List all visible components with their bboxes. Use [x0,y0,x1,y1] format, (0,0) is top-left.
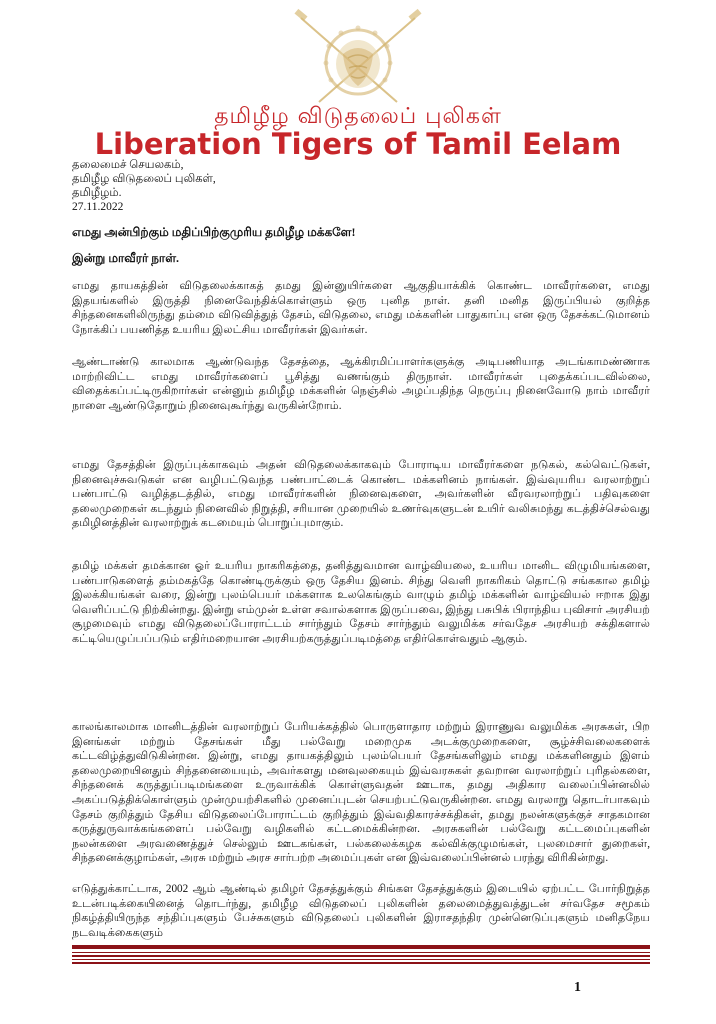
paragraph: எடுத்துக்காட்டாக, 2002 ஆம் ஆண்டில் தமிழர் தேசத்துக்கும் சிங்கள தேசத்துக்கும் இடையில் ஏற்பட்ட போர்நிறுத்த உடன்படிக்கையினைத் தொடர்ந்து, தமிழீழ விடுதலைப் புலிகளின் தலைமைத்துவத்துடன் சர்வதேச சமூகம் நிகழ்த்தியிருந்த சந்திப்புகளும் பேச்சுகளும் விடுதலைப் புலிகளின் இராசதந்திர முன்னெடுப்புகளும் மனிதநேய நடவடிக்கைகளும் [72,883,650,939]
paragraph: ஆண்டாண்டு காலமாக ஆண்டுவந்த தேசத்தை, ஆக்கிரமிப்பாளர்களுக்கு அடிபணியாத அடங்காமண்ணாக மாற்றிவிட்ட எமது மாவீரர்களைப் பூசித்து வணங்கும் திருநாள். மாவீரர்கள் புதைக்கப்படவில்லை, விதைக்கப்பட்டிருகிறார்கள் என்னும் தமிழீழ மக்களின் நெஞ்சில் அழப்பதிந்த நெருப்பு நினைவோடு நாம் மாவீரர் நாளை ஆண்டுதோறும் நினைவுகூர்ந்து வருகின்றோம். [72,356,650,412]
footer-rule [72,955,650,957]
day-title: இன்று மாவீரர் நாள். [72,251,180,265]
salutation: எமது அன்பிற்கும் மதிப்பிற்குமுரிய தமிழீழ மக்களே! [72,225,356,239]
paragraph: எமது தேசத்தின் இருப்புக்காகவும் அதன் விடுதலைக்காகவும் போராடிய மாவீரர்களை நடுகல், கல்வெட்டுகள், நினைவுச்சுவடுகள் என வழிபட்டுவந்த பண்பாட்டைக் கொண்ட மக்களினம் நாங்கள். இவ்வுயரிய வரலாற்றுப் பண்பாட்டு வழித்தடத்தில், எமது மாவீரர்களின் நினைவுகளை, அவர்களின் வீரவரலாற்றுப் பதிவுகளை தலைமுறைகள் கடந்தும் நினைவில் நிறுத்தி, சரியான முறையில் உணர்வுகளுடன் உயிர் வலிசுமந்து கடத்திச்செல்வது தமிழினத்தின் வரலாற்றுக் கடமையும் பொறுப்புமாகும். [72,459,650,530]
paragraph: எமது தாயகத்தின் விடுதலைக்காகத் தமது இன்னுயிர்களை ஆகுதியாக்கிக் கொண்ட மாவீரர்களை, எமது இதயங்களில் இருத்தி நினைவேந்திக்கொள்ளும் ஒரு புனித நாள். தனி மனித இருப்பியல் குறித்த சிந்தனைகளிலிருந்து தம்மை விடுவித்துத் தேசம், விடுதலை, எமது மக்களின் பாதுகாப்பு என ஒரு தேசக்கட்டுமானம் நோக்கிப் பயணித்த உயரிய இலட்சிய மாவீரர்கள் இவர்கள். [72,280,650,336]
paragraph: தமிழ் மக்கள் தமக்கான ஓர் உயரிய நாகரிகத்தை, தனித்துவமான வாழ்வியலை, உயரிய மானிட விழுமியங்களை, பண்பாடுகளைத் தம்மகத்தே கொண்டிருக்கும் ஒரு தேசிய இனம். சிந்து வெளி நாகரிகம் தொட்டு சங்ககால தமிழ் இலக்கியங்கள் வரை, இன்று புலம்பெயர் மக்களாக உலகெங்கும் வாழும் தமிழ் மக்களின் வாழ்வியல் ஈறாக இது வெளிப்பட்டு நிற்கின்றது. இன்று எம்முன் உள்ள சவால்களாக இருப்பவை, இந்து பசுபிக் பிராந்திய புவிசார் அரசியற் சூழமைவும் எமது விடுதலைப்போராட்டம் சார்ந்தும் தேசம் சார்ந்தும் வலுமிக்க சர்வதேச அரசியற் சக்திகளால் கட்டியெழுப்பப்படும் எதிர்மறையான அரசியற்கருத்துப்படிமத்தை எதிர்கொள்வதும் ஆகும். [72,560,650,645]
footer-rule [72,952,650,953]
address-line: தமிழீழ விடுதலைப் புலிகள், [72,173,216,185]
footer-rule [72,959,650,960]
address-line: தமிழீழம். [72,187,122,199]
footer-rule [72,962,650,964]
page-number: 1 [574,980,581,995]
tiger-emblem-icon [293,6,423,106]
organization-name-tamil: தமிழீழ விடுதலைப் புலிகள் [214,104,502,129]
footer-rule [72,945,650,949]
paragraph: காலங்காலமாக மானிடத்தின் வரலாற்றுப் பேரியக்கத்தில் பொருளாதார மற்றும் இராணுவ வலுமிக்க அரசுகள், பிற இனங்கள் மற்றும் தேசங்கள் மீது பல்வேறு மறைமுக அடக்குமுறைகளை, சூழ்ச்சிவலைகளைக் கட்டவிழ்த்துவிடுகின்றன. இன்று, எமது தாயகத்திலும் புலம்பெயர் தேசங்களிலும் எமது மக்களினதும் இளம் தலைமுறையினதும் சிந்தனையையும், அவர்களது மனவுலகையும் இவ்வரசுகள் தவறான வரலாற்றுப் புரிதல்களை, சிந்தனைக் கருத்துப்படிமங்களை உருவாக்கிக் கொள்ளுவதன் ஊடாக, தமது அதிகார வலைப்பின்னலில் அகப்படுத்திக்கொள்ளும் முன்முயற்சிகளில் முனைப்புடன் செயற்பட்டுவருகின்றன. எமது வரலாறு தொடர்பாகவும் தேசம் குறித்தும் தேசிய விடுதலைப்போராட்டம் குறித்தும் இவ்வதிகாரச்சக்திகள், தமது நலன்களுக்குச் சாதகமான கருத்துருவாக்கங்களைப் பல்வேறு வழிகளில் கட்டமைக்கின்றன. அரசுகளின் பல்வேறு கட்டமைப்புகளின் நலன்களை அரவணைத்துச் செல்லும் ஊடகங்கள், பல்கலைக்கழக கல்விக்குழுமங்கள், புலமைசார் துறைகள், சிந்தனைக்குழாம்கள், அரசு மற்றும் அரச சார்பற்ற அமைப்புகள் என இவ்வலைப்பின்னல் பரந்து விரிகின்றது. [72,721,650,865]
letter-date: 27.11.2022 [72,201,124,213]
organization-name-english: Liberation Tigers of Tamil Eelam [94,127,622,161]
sender-address [72,158,472,214]
address-line: தலைமைச் செயலகம், [72,159,184,171]
